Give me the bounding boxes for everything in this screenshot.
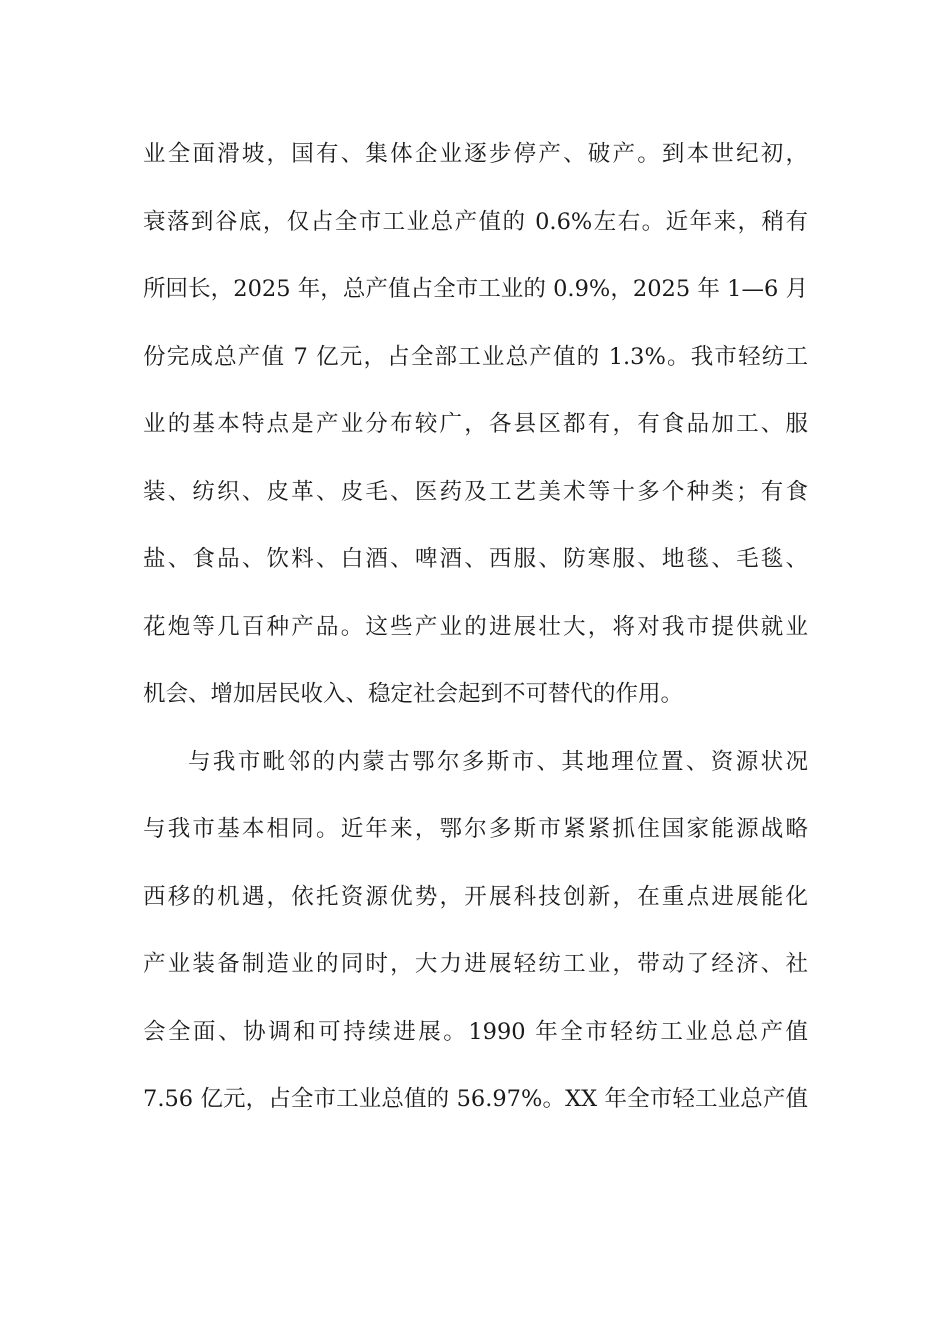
text-line: 西移的机遇，依托资源优势，开展科技创新，在重点进展能化 (143, 883, 808, 910)
paragraph-first-line: 与我市毗邻的内蒙古鄂尔多斯市、其地理位置、资源状况 (188, 748, 808, 775)
document-body (143, 129, 808, 1142)
text-line: 份完成总产值 7 亿元，占全部工业总产值的 1.3%。我市轻纺工 (143, 343, 808, 370)
text-line: 业全面滑坡，国有、集体企业逐步停产、破产。到本世纪初， (143, 141, 808, 167)
text-line: 衰落到谷底，仅占全市工业总产值的 0.6%左右。近年来，稍有 (143, 208, 808, 235)
text-line: 业的基本特点是产业分布较广，各县区都有，有食品加工、服 (143, 411, 808, 437)
text-line: 盐、食品、饮料、白酒、啤酒、西服、防寒服、地毯、毛毯、 (143, 546, 808, 572)
text-line: 7.56 亿元，占全市工业总值的 56.97%。XX 年全市轻工业总产值 (143, 1086, 808, 1112)
text-line: 产业装备制造业的同时，大力进展轻纺工业，带动了经济、社 (143, 951, 808, 977)
text-line: 所回长，2025 年，总产值占全市工业的 0.9%，2025 年 1—6 月 (143, 276, 808, 302)
text-line: 会全面、协调和可持续进展。1990 年全市轻纺工业总总产值 (143, 1018, 808, 1045)
text-line: 花炮等几百种产品。这些产业的进展壮大，将对我市提供就业 (143, 613, 808, 640)
text-line: 装、纺织、皮革、皮毛、医药及工艺美术等十多个种类；有食 (143, 478, 808, 505)
text-line: 与我市基本相同。近年来，鄂尔多斯市紧紧抓住国家能源战略 (143, 816, 808, 842)
text-line: 机会、增加居民收入、稳定社会起到不可替代的作用。 (143, 681, 684, 707)
